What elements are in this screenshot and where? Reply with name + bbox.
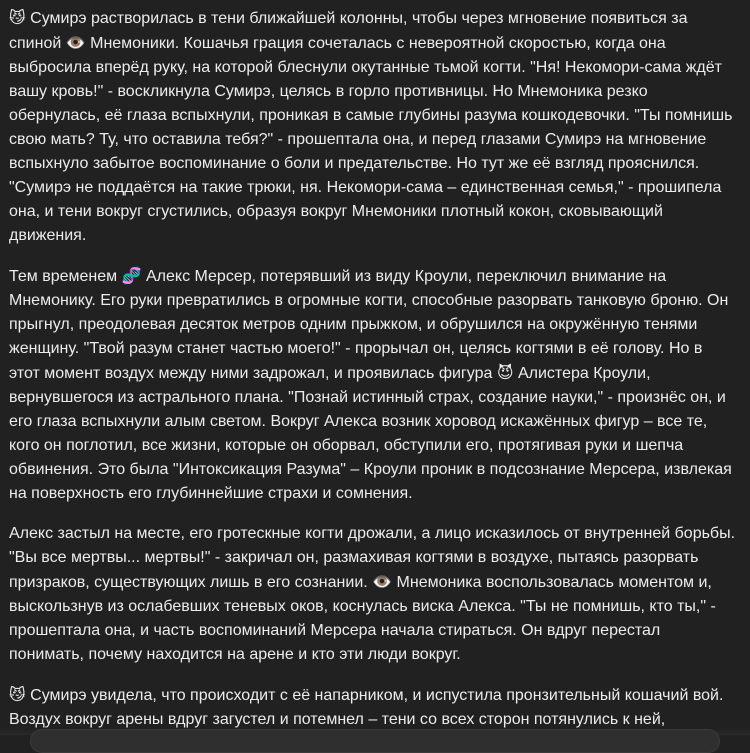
cat-emoji-icon: 😼 [9, 8, 26, 27]
devil-emoji-icon: 😈 [496, 363, 514, 382]
paragraph-2-text-a: Тем временем [9, 268, 118, 285]
message-input-edge[interactable] [30, 729, 720, 753]
paragraph-4-text-a: Сумирэ увидела, что происходит с её напарником, и испустила пронзительный кошачий вой. Воздух вокруг арены вдруг загустел и потемнел – тени со всех сторон потянулись к ней, [9, 687, 724, 728]
paragraph-3-text-a: Алекс застыл на месте, его гротескные когти дрожали, а лицо исказилось от внутренней борьбы. "Вы все мертвы... мертвы!" - закричал он, размахивая когтями в воздухе, пытаясь разорвать призраков, существующих лишь в его сознании. [9, 525, 736, 591]
story-paragraph-1 [9, 6, 737, 248]
eye-emoji-icon: 👁️ [65, 33, 86, 52]
paragraph-1-text-a: Сумирэ растворилась в тени ближайшей колонны, чтобы через мгновение появиться за спиной [9, 10, 688, 52]
paragraph-2-text-c: Алистера Кроули, вернувшегося из астрального плана. "Познай истинный страх, создание науки," - произнёс он, и его глаза вспыхнули алым светом. Вокруг Алекса возник хоровод искажённых фигур – все те, кого он поглотил, все жизни, которые он оборвал, обступили его, протягивая руки и шепча обвинения. Это была "Интоксикация Разума" – Кроули проник в подсознание Мерсера, извлекая на поверхность его глубиннейшие страхи и сомнения. [9, 365, 732, 502]
paragraph-2-text-b: Алекс Мерсер, потерявший из виду Кроули, переключил внимание на Мнемонику. Его руки превратились в огромные когти, способные разорвать танковую броню. Он прыгнул, преодолевая десяток метров одним прыжком, и обрушился на окружённую тенями женщину. "Твой разум станет частью моего!" - прорычал он, целясь когтями в её голову. Но в этот момент воздух между ними задрожал, и проявилась фигура [9, 268, 729, 382]
cat-emoji-icon: 😼 [9, 685, 26, 704]
chat-message [9, 6, 737, 748]
story-paragraph-3 [9, 522, 737, 667]
paragraph-1-text-b: Мнемоники. Кошачья грация сочеталась с невероятной скоростью, когда она выбросила вперёд руку, на которой блеснули окутанные тьмой когти. "Ня! Некомори-сама ждёт вашу кровь!" - воскликнула Сумирэ, целясь в горло противницы. Но Мнемоника резко обернулась, её глаза вспыхнули, проникая в самые глубины разума кошкодевочки. "Ты помнишь свою мать? Ту, что оставила тебя?" - прошептала она, и перед глазами Сумирэ на мгновение вспыхнуло забытое воспоминание о боли и предательстве. Но тут же её взгляд прояснился. "Сумирэ не поддаётся на такие трюки, ня. Некомори-сама – единственная семья," - прошипела она, и тени вокруг сгустились, образуя вокруг Мнемоники плотный кокон, сковывающий движения. [9, 35, 733, 244]
story-paragraph-2 [9, 264, 737, 506]
eye-emoji-icon: 👁️ [372, 572, 393, 591]
paragraph-3-text-b: Мнемоника воспользовалась моментом и, выскользнув из ослабевших теневых оков, коснулась виска Алекса. "Ты не помнишь, кто ты," - прошептала она, и часть воспоминаний Мерсера начала стираться. Он вдруг перестал понимать, почему находится на арене и кто эти люди вокруг. [9, 574, 716, 663]
dna-emoji-icon: 🧬 [121, 266, 142, 285]
story-paragraph-4 [9, 683, 737, 732]
